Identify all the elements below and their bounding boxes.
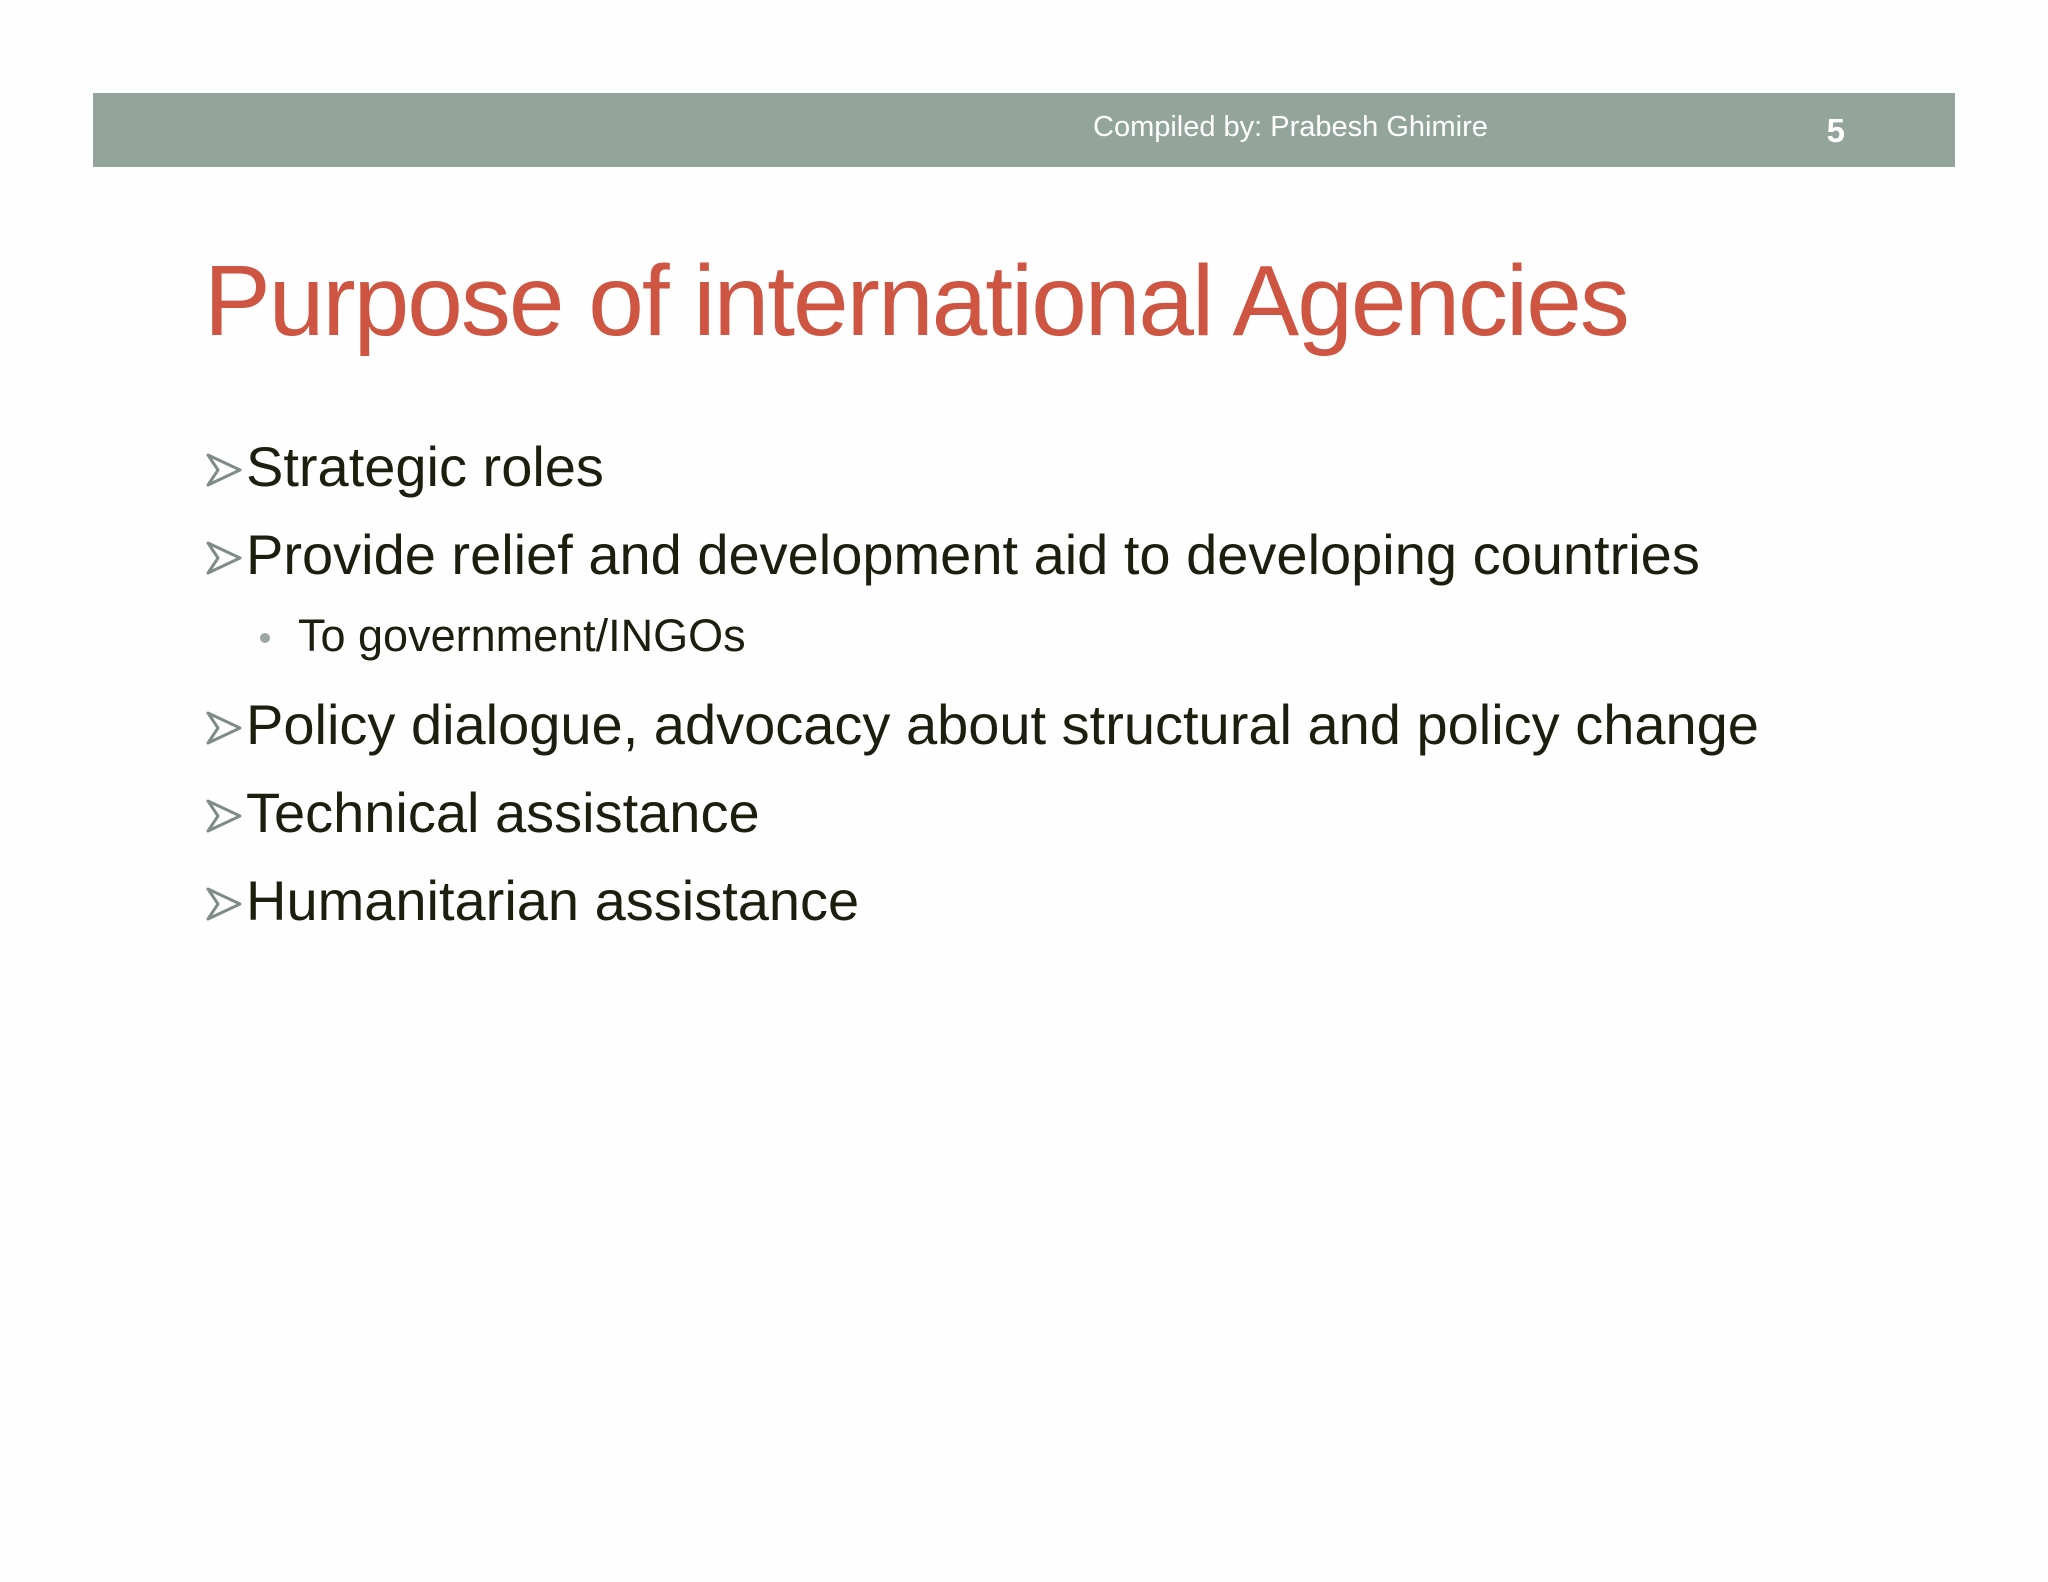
bullet-item	[206, 688, 1766, 762]
bullet-item	[206, 430, 1766, 504]
header-credit: Compiled by: Prabesh Ghimire	[1093, 111, 1488, 143]
dot-bullet-icon	[260, 633, 270, 643]
arrowhead-bullet-icon	[206, 540, 244, 576]
bullet-text: Humanitarian assistance	[246, 869, 860, 932]
bullet-text: Strategic roles	[246, 435, 604, 498]
arrowhead-bullet-icon	[206, 886, 244, 922]
bullet-item	[206, 518, 1766, 592]
bullet-text: Technical assistance	[246, 781, 760, 844]
arrowhead-bullet-icon	[206, 452, 244, 488]
arrowhead-bullet-icon	[206, 710, 244, 746]
bullet-item	[206, 776, 1766, 850]
page-number: 5	[1826, 112, 1845, 149]
slide-title: Purpose of international Agencies	[204, 245, 1628, 357]
bullet-list	[206, 430, 1766, 952]
bullet-text: Provide relief and development aid to developing countries	[246, 523, 1700, 586]
sub-bullet-text: To government/INGOs	[298, 610, 746, 661]
bullet-text: Policy dialogue, advocacy about structural and policy change	[246, 693, 1759, 756]
arrowhead-bullet-icon	[206, 798, 244, 834]
header-bar	[93, 93, 1955, 167]
bullet-item	[206, 864, 1766, 938]
sub-bullet-item	[206, 606, 1766, 666]
